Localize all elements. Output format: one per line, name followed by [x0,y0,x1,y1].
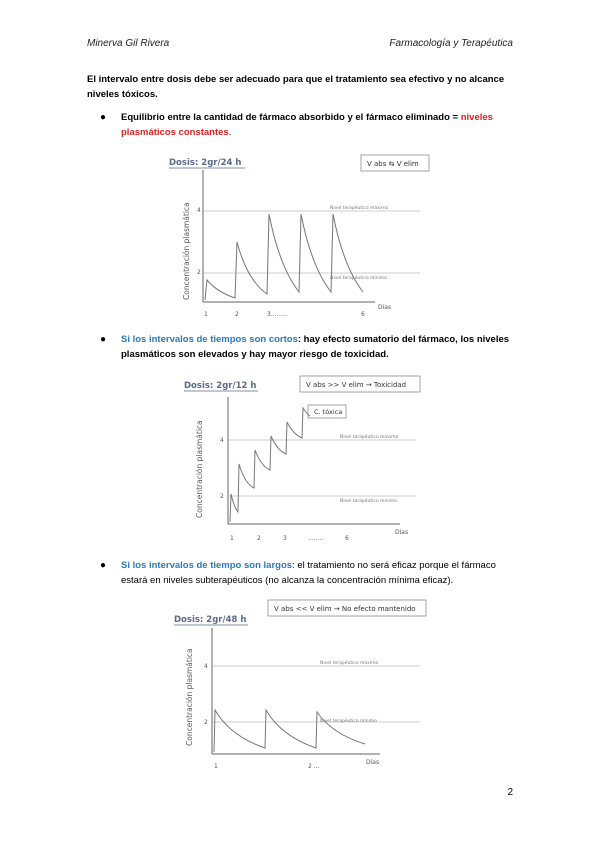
min-level-label: Nivel terapéutico mínimo [340,499,397,504]
x-tick: 2 [235,311,239,318]
x-axis-label: Días [366,759,380,766]
max-level-label: Nivel terapéutico máximo [340,435,399,440]
x-tick: 1 [214,763,218,770]
concentration-curve [205,214,363,300]
concentration-curve [230,408,310,522]
y-tick-4: 4 [220,437,224,444]
rate-box-label: V abs ⇆ V elim [367,160,419,168]
max-level-label: Nivel terapéutico máximo [330,206,389,211]
x-axis-label: Días [395,529,409,536]
min-level-label: Nivel terapéutico mínimo [320,719,377,724]
bullet-text-part: . [228,127,232,138]
concentration-curve [214,710,365,752]
bullet-highlight: niveles plasmáticos constantes [121,112,493,138]
x-tick: 2 ... [308,763,320,770]
bullet-text-part: : el tratamiento no será eficaz porque el fármaco estará en niveles subterapéuticos (no alcanza la concentración mínima eficaz). [121,560,496,586]
figure-title: Dosis: 2gr/12 h [184,381,257,391]
x-tick: 3......... [267,311,288,318]
y-axis-label: Concentración plasmática [185,648,194,746]
bullet-text [121,558,521,588]
figure-dosis-48h [170,596,435,776]
x-tick: 3 [283,535,287,542]
figure-title: Dosis: 2gr/48 h [174,615,247,625]
page-number: 2 [507,787,513,798]
bullet-text-part: Equilibrio entre la cantidad de fármaco absorbido y el fármaco eliminado = [121,112,461,123]
toxic-label: C. tóxica [314,408,343,416]
y-tick-2: 2 [204,719,208,726]
bullet-highlight: Si los intervalos de tiempo son largos [121,560,293,571]
x-tick: 6 [345,535,349,542]
bullet-text [121,332,521,362]
x-tick: 1 [204,311,208,318]
bullet-text [121,110,521,140]
y-tick-2: 2 [197,269,201,276]
x-axis-label: Días [378,304,392,311]
bullet-highlight: Si los intervalos de tiempos son cortos [121,334,298,345]
bullet-dot: ● [100,560,107,571]
bullet-dot: ● [100,334,107,345]
bullet-dot: ● [100,112,107,123]
min-level-label: Nivel terapéutico mínimo [330,276,387,281]
intro-paragraph: El intervalo entre dosis debe ser adecuado para que el tratamiento sea efectivo y no alcance niveles tóxicos. [87,74,505,100]
x-tick: 6 [361,311,365,318]
max-level-label: Nivel terapéutico máximo [320,661,379,666]
x-tick: 1 [230,535,234,542]
figure-dosis-24h [165,152,435,322]
y-axis-label: Concentración plasmática [182,202,191,300]
header-subject: Farmacología y Terapéutica [389,38,513,49]
y-tick-4: 4 [197,207,201,214]
y-tick-4: 4 [204,663,208,670]
figure-dosis-12h [180,372,430,544]
header-author: Minerva Gil Rivera [87,38,170,49]
y-tick-2: 2 [220,493,224,500]
x-tick: 2 [257,535,261,542]
figure-title: Dosis: 2gr/24 h [169,158,242,168]
rate-box-label: V abs << V elim → No efecto mantenido [274,605,416,613]
x-tick: ........ [308,535,324,542]
y-axis-label: Concentración plasmática [195,420,204,518]
rate-box-label: V abs >> V elim → Toxicidad [306,381,407,389]
bullet-text-part: : hay efecto sumatorio del fármaco, los niveles plasmáticos son elevados y hay mayor riesgo de toxicidad. [121,334,510,360]
